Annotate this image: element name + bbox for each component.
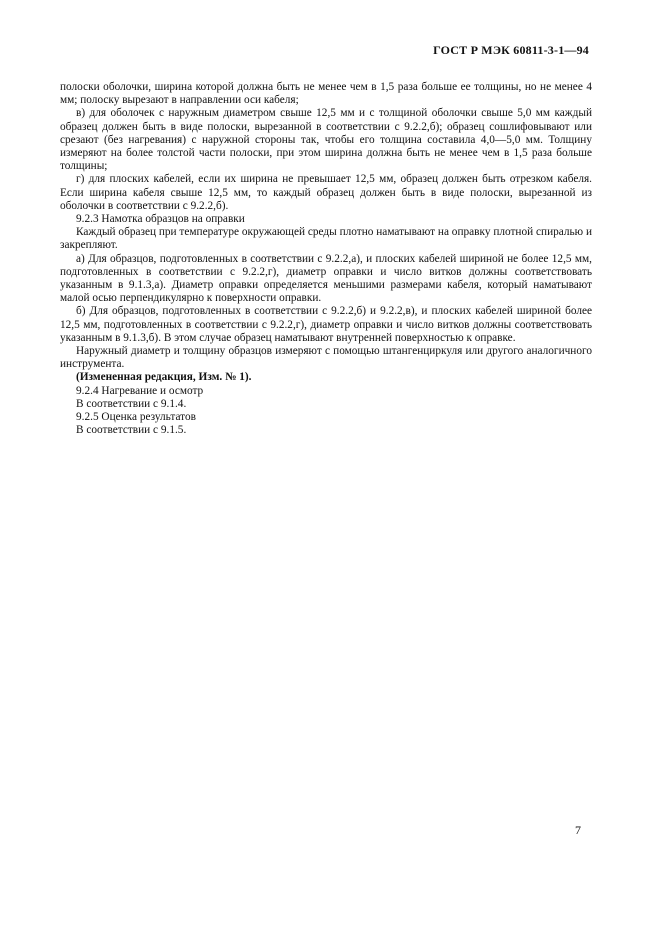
paragraph-winding: Каждый образец при температуре окружающей среды плотно наматывают на оправку плотной спиралью и закрепляют. (60, 226, 592, 252)
paragraph-measurement: Наружный диаметр и толщину образцов измеряют с помощью штангенциркуля или другого аналогичного инструмента. (60, 345, 592, 371)
document-code-header: ГОСТ Р МЭК 60811-3-1—94 (433, 43, 589, 57)
amendment-note: (Измененная редакция, Изм. № 1). (76, 371, 252, 384)
paragraph-item-v: в) для оболочек с наружным диаметром свыше 12,5 мм и с толщиной оболочки свыше 5,0 мм каждый образец должен быть в виде полоски, вырезанной в соответствии с 9.2.2,б); образец сошлифовывают или срезают (без нагревания) с наружной стороны так, чтобы его толщина составила 4,0—5,0 мм. Толщину измеряют на более толстой части полоски, при этом ширина должна быть не менее чем в 1,5 раза больше толщины; (60, 107, 592, 173)
document-body (60, 81, 592, 437)
section-heading-9-2-4: 9.2.4 Нагревание и осмотр (76, 384, 204, 397)
page-number: 7 (575, 823, 581, 837)
paragraph-continuation: полоски оболочки, ширина которой должна быть не менее чем в 1,5 раза больше ее толщины, но не менее 4 мм; полоску вырезают в направлении оси кабеля; (60, 81, 592, 107)
paragraph-reference-9-1-4: В соответствии с 9.1.4. (76, 397, 187, 410)
section-heading-9-2-5: 9.2.5 Оценка результатов (76, 411, 196, 424)
paragraph-item-b: б) Для образцов, подготовленных в соответствии с 9.2.2,б) и 9.2.2,в), и плоских кабелей шириной более 12,5 мм, подготовленных в соответствии с 9.2.2,г), диаметр оправки и число витков должны соответствовать указанным в 9.1.3,б). В этом случае образец наматывают внутренней поверхностью к оправке. (60, 305, 592, 344)
section-heading-9-2-3: 9.2.3 Намотка образцов на оправки (76, 213, 245, 226)
paragraph-reference-9-1-5: В соответствии с 9.1.5. (76, 424, 187, 437)
paragraph-item-a: а) Для образцов, подготовленных в соответствии с 9.2.2,а), и плоских кабелей шириной не более 12,5 мм, подготовленных в соответствии с 9.2.2,г), диаметр оправки и число витков должны соответствовать указанным в 9.1.3,а). Диаметр оправки определяется меньшими размерами кабеля, который наматывают малой осью перпендикулярно к поверхности оправки. (60, 252, 592, 305)
paragraph-item-g: г) для плоских кабелей, если их ширина не превышает 12,5 мм, образец должен быть отрезком кабеля. Если ширина кабеля свыше 12,5 мм, то каждый образец должен быть в виде полоски, вырезанной из оболочки в соответствии с 9.2.2,б). (60, 173, 592, 212)
